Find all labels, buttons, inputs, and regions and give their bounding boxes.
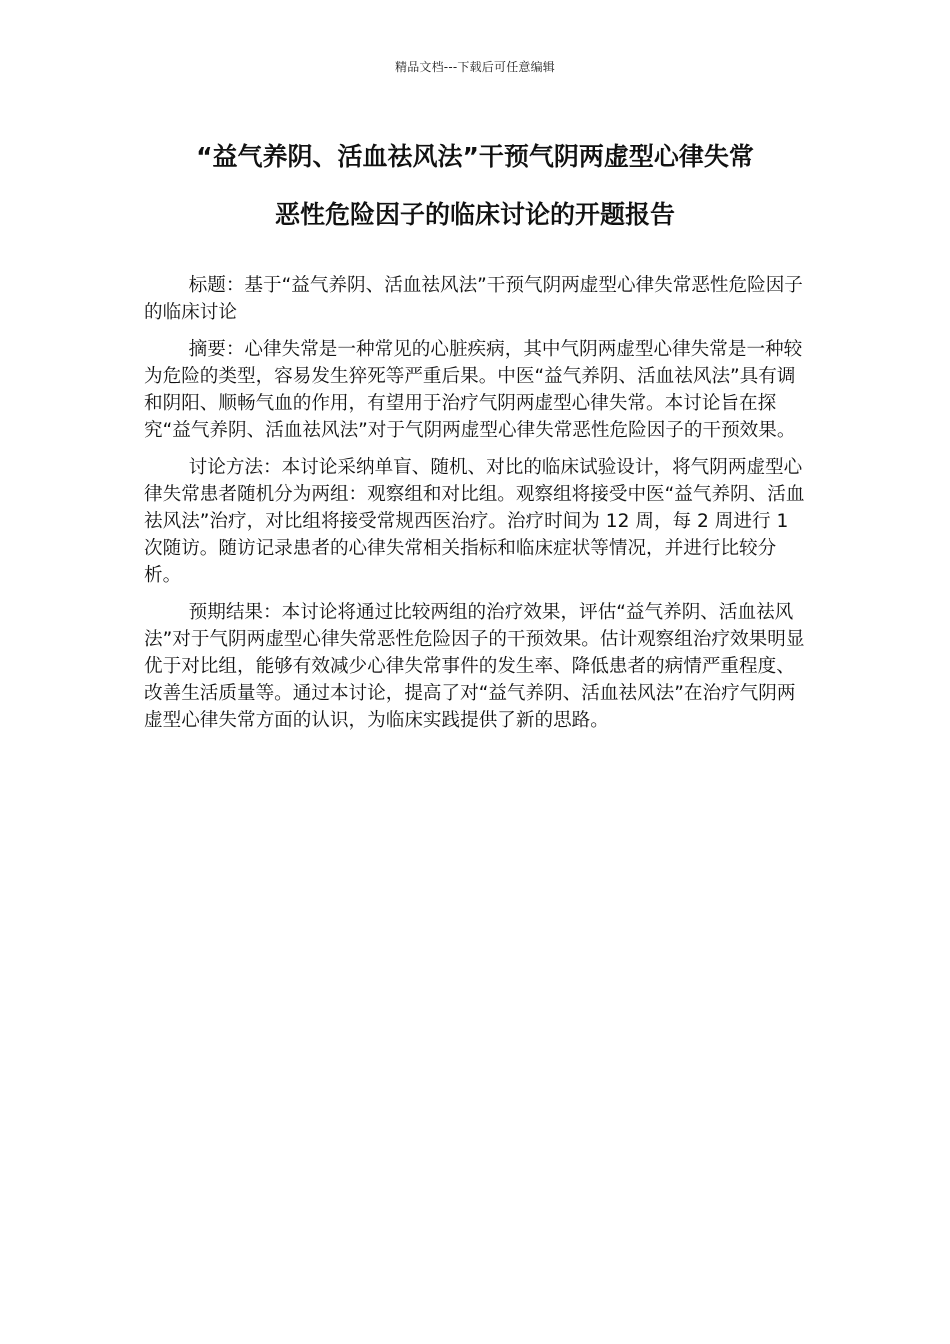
paragraph-abstract: 摘要：心律失常是一种常见的心脏疾病，其中气阴两虚型心律失常是一种较为危险的类型，容易发生猝死等严重后果。中医“益气养阴、活血祛风法”具有调和阴阳、顺畅气血的作用，有望用于治疗气阴两虚型心律失常。本讨论旨在探究“益气养阴、活血祛风法”对于气阴两虚型心律失常恶性危险因子的干预效果。: [144, 339, 803, 441]
title-line-2: 恶性危险因子的临床讨论的开题报告: [274, 200, 675, 229]
paragraph-expected-results: 预期结果：本讨论将通过比较两组的治疗效果，评估“益气养阴、活血祛风法”对于气阴两虚型心律失常恶性危险因子的干预效果。估计观察组治疗效果明显优于对比组，能够有效减少心律失常事件的发生率、降低患者的病情严重程度、改善生活质量等。通过本讨论，提高了对“益气养阴、活血祛风法”在治疗气阴两虚型心律失常方面的认识，为临床实践提供了新的思路。: [144, 602, 805, 731]
title-line-1: “益气养阴、活血祛风法”干预气阴两虚型心律失常: [196, 142, 754, 171]
paragraph-title: 标题：基于“益气养阴、活血祛风法”干预气阴两虚型心律失常恶性危险因子的临床讨论: [144, 275, 803, 323]
document-title: [120, 128, 830, 244]
header-note: 精品文档---下载后可任意编辑: [395, 60, 555, 74]
document-body: [144, 272, 808, 744]
paragraph-methods: 讨论方法：本讨论采纳单盲、随机、对比的临床试验设计，将气阴两虚型心律失常患者随机分为两组：观察组和对比组。观察组将接受中医“益气养阴、活血祛风法”治疗，对比组将接受常规西医治疗。治疗时间为 12 周，每 2 周进行 1 次随访。随访记录患者的心律失常相关指标和临床症状等情况，并进行比较分析。: [144, 457, 805, 586]
